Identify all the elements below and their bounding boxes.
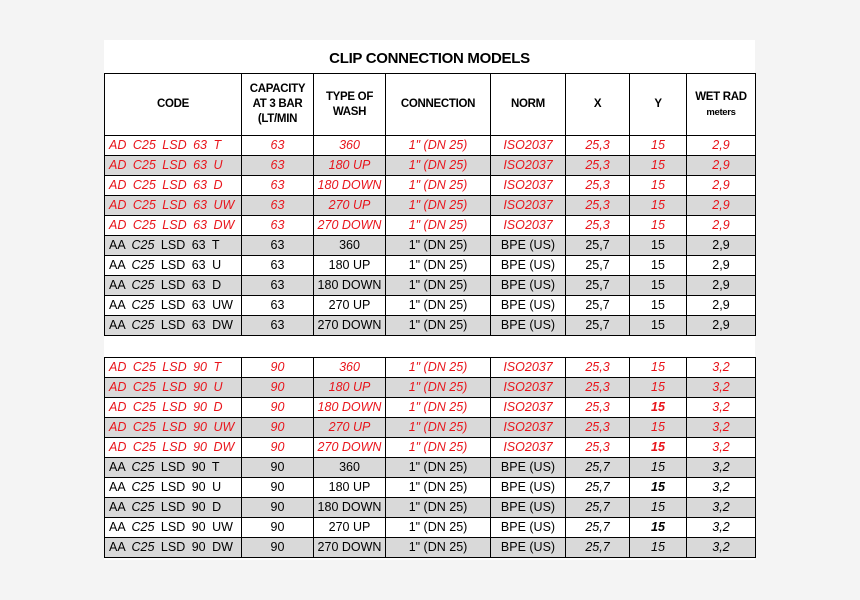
table-row	[105, 498, 756, 518]
code-part: LSD	[162, 138, 187, 152]
header-wet-rad	[687, 74, 756, 136]
code-part: LSD	[162, 158, 187, 172]
y-cell: 15	[630, 538, 687, 558]
x-cell: 25,7	[566, 296, 630, 316]
capacity-cell: 90	[242, 438, 314, 458]
wash-type-cell: 360	[314, 136, 386, 156]
header-type-of-wash: TYPE OF WASH	[314, 74, 386, 136]
x-cell: 25,3	[566, 176, 630, 196]
code-part: 63	[193, 138, 207, 152]
code-part: DW	[212, 540, 233, 554]
code-part: 90	[193, 440, 207, 454]
connection-cell: 1" (DN 25)	[386, 398, 491, 418]
code-cell	[105, 216, 242, 236]
code-part: C25	[131, 460, 155, 474]
code-part: C25	[131, 298, 155, 312]
code-part: 63	[191, 258, 206, 272]
spreadsheet-sheet	[104, 40, 755, 560]
y-cell: 15	[630, 276, 687, 296]
code-part: AA	[109, 238, 125, 252]
code-part: C25	[132, 138, 156, 152]
connection-cell: 1" (DN 25)	[386, 136, 491, 156]
code-cell	[105, 358, 242, 378]
x-cell: 25,7	[566, 498, 630, 518]
code-part: AA	[109, 278, 125, 292]
code-part: U	[212, 258, 222, 272]
wash-type-cell: 180 UP	[314, 378, 386, 398]
header-code: CODE	[105, 74, 242, 136]
table-row	[105, 358, 756, 378]
code-part: 63	[193, 178, 207, 192]
code-cell	[105, 398, 242, 418]
page-title: CLIP CONNECTION MODELS	[329, 50, 530, 67]
code-part: AD	[109, 158, 127, 172]
table-row	[105, 236, 756, 256]
table-row	[105, 458, 756, 478]
header-x: X	[566, 74, 630, 136]
code-part: 90	[193, 400, 207, 414]
connection-cell: 1" (DN 25)	[386, 358, 491, 378]
code-cell	[105, 458, 242, 478]
code-part: LSD	[160, 318, 186, 332]
norm-cell: ISO2037	[491, 438, 566, 458]
x-cell: 25,7	[566, 256, 630, 276]
norm-cell: ISO2037	[491, 136, 566, 156]
code-part: 63	[193, 158, 207, 172]
header-capacity: CAPACITY AT 3 BAR (LT/MIN	[242, 74, 314, 136]
code-part: T	[211, 238, 220, 252]
y-cell: 15	[630, 458, 687, 478]
wash-type-cell: 180 DOWN	[314, 498, 386, 518]
wet-rad-cell: 3,2	[687, 538, 756, 558]
capacity-cell: 63	[242, 156, 314, 176]
code-part: LSD	[160, 258, 186, 272]
table-row	[105, 156, 756, 176]
wet-rad-cell: 3,2	[687, 418, 756, 438]
table-row	[105, 518, 756, 538]
code-part: LSD	[160, 480, 186, 494]
code-part: AA	[109, 500, 125, 514]
code-part: C25	[131, 278, 155, 292]
wash-type-cell: 360	[314, 458, 386, 478]
norm-cell: BPE (US)	[491, 276, 566, 296]
x-cell: 25,7	[566, 458, 630, 478]
code-part: U	[213, 158, 223, 172]
x-cell: 25,7	[566, 276, 630, 296]
table-row	[105, 538, 756, 558]
connection-cell: 1" (DN 25)	[386, 458, 491, 478]
wash-type-cell: 180 DOWN	[314, 276, 386, 296]
code-part: T	[211, 460, 220, 474]
code-part: 90	[191, 480, 206, 494]
code-part: 90	[191, 500, 206, 514]
norm-cell: ISO2037	[491, 418, 566, 438]
x-cell: 25,7	[566, 316, 630, 336]
table-63-body	[105, 136, 756, 336]
capacity-cell: 90	[242, 518, 314, 538]
code-part: 63	[191, 278, 206, 292]
wet-rad-cell: 2,9	[687, 196, 756, 216]
code-part: AD	[109, 380, 127, 394]
norm-cell: ISO2037	[491, 398, 566, 418]
capacity-cell: 63	[242, 216, 314, 236]
capacity-cell: 63	[242, 316, 314, 336]
code-cell	[105, 196, 242, 216]
y-cell: 15	[630, 156, 687, 176]
wash-type-cell: 270 DOWN	[314, 316, 386, 336]
wash-type-cell: 270 UP	[314, 418, 386, 438]
code-part: U	[213, 380, 223, 394]
code-part: C25	[132, 198, 156, 212]
connection-cell: 1" (DN 25)	[386, 236, 491, 256]
y-cell: 15	[630, 316, 687, 336]
y-cell: 15	[630, 216, 687, 236]
code-part: LSD	[162, 440, 187, 454]
wet-rad-cell: 2,9	[687, 216, 756, 236]
code-cell	[105, 316, 242, 336]
norm-cell: BPE (US)	[491, 236, 566, 256]
wash-type-cell: 180 UP	[314, 256, 386, 276]
wash-type-cell: 360	[314, 358, 386, 378]
wet-rad-cell: 3,2	[687, 398, 756, 418]
wash-type-cell: 180 DOWN	[314, 176, 386, 196]
wash-type-cell: 270 UP	[314, 518, 386, 538]
x-cell: 25,3	[566, 398, 630, 418]
norm-cell: BPE (US)	[491, 316, 566, 336]
code-part: LSD	[162, 178, 187, 192]
capacity-cell: 63	[242, 256, 314, 276]
code-part: LSD	[160, 540, 186, 554]
table-row	[105, 438, 756, 458]
capacity-cell: 90	[242, 358, 314, 378]
norm-cell: ISO2037	[491, 156, 566, 176]
code-cell	[105, 538, 242, 558]
x-cell: 25,7	[566, 518, 630, 538]
y-cell: 15	[630, 236, 687, 256]
code-part: AA	[109, 258, 125, 272]
code-cell	[105, 156, 242, 176]
y-cell: 15	[630, 256, 687, 276]
y-cell: 15	[630, 358, 687, 378]
norm-cell: BPE (US)	[491, 256, 566, 276]
capacity-cell: 63	[242, 136, 314, 156]
code-part: UW	[213, 198, 235, 212]
wet-rad-cell: 3,2	[687, 358, 756, 378]
capacity-cell: 90	[242, 398, 314, 418]
norm-cell: BPE (US)	[491, 518, 566, 538]
wash-type-cell: 180 UP	[314, 478, 386, 498]
capacity-cell: 90	[242, 418, 314, 438]
wet-rad-cell: 3,2	[687, 478, 756, 498]
code-part: C25	[131, 480, 155, 494]
y-cell: 15	[630, 518, 687, 538]
code-part: C25	[132, 218, 156, 232]
norm-cell: ISO2037	[491, 176, 566, 196]
code-part: 90	[193, 420, 207, 434]
code-part: D	[212, 278, 222, 292]
code-part: AA	[109, 460, 125, 474]
table-row	[105, 196, 756, 216]
table-row	[105, 216, 756, 236]
wet-rad-cell: 3,2	[687, 458, 756, 478]
wet-rad-cell: 3,2	[687, 498, 756, 518]
code-part: C25	[131, 318, 155, 332]
code-part: 90	[191, 460, 206, 474]
connection-cell: 1" (DN 25)	[386, 256, 491, 276]
code-part: LSD	[160, 238, 186, 252]
x-cell: 25,3	[566, 196, 630, 216]
connection-cell: 1" (DN 25)	[386, 176, 491, 196]
capacity-cell: 90	[242, 498, 314, 518]
code-part: DW	[213, 440, 235, 454]
code-part: 90	[193, 380, 207, 394]
wash-type-cell: 270 UP	[314, 296, 386, 316]
code-part: LSD	[162, 420, 187, 434]
wet-rad-cell: 3,2	[687, 518, 756, 538]
code-part: C25	[132, 400, 156, 414]
table-row	[105, 276, 756, 296]
code-part: AD	[109, 178, 127, 192]
code-part: UW	[212, 520, 233, 534]
code-part: AD	[109, 198, 127, 212]
wet-rad-cell: 2,9	[687, 156, 756, 176]
header-row	[105, 74, 756, 136]
code-part: C25	[132, 178, 156, 192]
code-cell	[105, 498, 242, 518]
code-part: LSD	[162, 218, 187, 232]
x-cell: 25,7	[566, 236, 630, 256]
code-part: C25	[131, 258, 155, 272]
code-part: D	[212, 500, 222, 514]
x-cell: 25,3	[566, 358, 630, 378]
wash-type-cell: 270 DOWN	[314, 216, 386, 236]
code-part: C25	[131, 540, 155, 554]
table-row	[105, 378, 756, 398]
code-part: C25	[131, 500, 155, 514]
connection-cell: 1" (DN 25)	[386, 538, 491, 558]
x-cell: 25,3	[566, 438, 630, 458]
code-part: UW	[212, 298, 233, 312]
code-part: UW	[213, 420, 235, 434]
code-part: C25	[131, 238, 155, 252]
models-table-63	[104, 73, 756, 336]
table-row	[105, 398, 756, 418]
wet-rad-cell: 3,2	[687, 438, 756, 458]
connection-cell: 1" (DN 25)	[386, 378, 491, 398]
code-part: LSD	[160, 520, 186, 534]
code-part: T	[213, 138, 222, 152]
y-cell: 15	[630, 196, 687, 216]
code-part: AA	[109, 520, 125, 534]
wet-rad-cell: 3,2	[687, 378, 756, 398]
capacity-cell: 63	[242, 276, 314, 296]
connection-cell: 1" (DN 25)	[386, 316, 491, 336]
code-part: D	[213, 178, 223, 192]
norm-cell: BPE (US)	[491, 478, 566, 498]
table-row	[105, 256, 756, 276]
code-cell	[105, 236, 242, 256]
code-part: LSD	[162, 198, 187, 212]
code-part: C25	[132, 158, 156, 172]
wash-type-cell: 270 DOWN	[314, 438, 386, 458]
capacity-cell: 90	[242, 478, 314, 498]
y-cell: 15	[630, 136, 687, 156]
header-wet-rad-label: WET RAD	[695, 90, 747, 103]
table-row	[105, 418, 756, 438]
code-part: 63	[191, 318, 206, 332]
x-cell: 25,7	[566, 538, 630, 558]
x-cell: 25,3	[566, 216, 630, 236]
wet-rad-cell: 2,9	[687, 176, 756, 196]
table-row	[105, 136, 756, 156]
code-part: AD	[109, 440, 127, 454]
code-part: U	[212, 480, 222, 494]
header-wet-rad-unit: meters	[706, 106, 736, 118]
capacity-cell: 90	[242, 538, 314, 558]
norm-cell: BPE (US)	[491, 498, 566, 518]
wet-rad-cell: 2,9	[687, 236, 756, 256]
code-part: C25	[132, 440, 156, 454]
y-cell: 15	[630, 296, 687, 316]
code-cell	[105, 478, 242, 498]
code-part: C25	[132, 380, 156, 394]
connection-cell: 1" (DN 25)	[386, 418, 491, 438]
norm-cell: BPE (US)	[491, 296, 566, 316]
table-row	[105, 176, 756, 196]
code-part: 63	[191, 298, 206, 312]
x-cell: 25,3	[566, 136, 630, 156]
capacity-cell: 63	[242, 176, 314, 196]
code-part: DW	[213, 218, 235, 232]
code-part: LSD	[160, 278, 186, 292]
wash-type-cell: 270 UP	[314, 196, 386, 216]
header-connection: CONNECTION	[386, 74, 491, 136]
code-part: LSD	[162, 360, 187, 374]
code-cell	[105, 296, 242, 316]
norm-cell: ISO2037	[491, 196, 566, 216]
code-cell	[105, 378, 242, 398]
code-cell	[105, 518, 242, 538]
connection-cell: 1" (DN 25)	[386, 216, 491, 236]
code-part: C25	[132, 420, 156, 434]
y-cell: 15	[630, 478, 687, 498]
wet-rad-cell: 2,9	[687, 316, 756, 336]
code-part: AD	[109, 218, 127, 232]
connection-cell: 1" (DN 25)	[386, 276, 491, 296]
connection-cell: 1" (DN 25)	[386, 156, 491, 176]
connection-cell: 1" (DN 25)	[386, 196, 491, 216]
table-row	[105, 296, 756, 316]
code-part: AD	[109, 360, 127, 374]
code-part: LSD	[162, 380, 187, 394]
code-part: DW	[212, 318, 233, 332]
code-part: D	[213, 400, 223, 414]
code-part: AA	[109, 318, 125, 332]
code-part: AA	[109, 298, 125, 312]
x-cell: 25,3	[566, 378, 630, 398]
code-part: AA	[109, 480, 125, 494]
table-row	[105, 478, 756, 498]
connection-cell: 1" (DN 25)	[386, 296, 491, 316]
code-part: 63	[193, 218, 207, 232]
code-part: 90	[191, 540, 206, 554]
y-cell: 15	[630, 176, 687, 196]
connection-cell: 1" (DN 25)	[386, 438, 491, 458]
code-part: LSD	[160, 460, 186, 474]
table-90-body	[105, 358, 756, 558]
code-cell	[105, 176, 242, 196]
header-norm: NORM	[491, 74, 566, 136]
x-cell: 25,3	[566, 418, 630, 438]
capacity-cell: 63	[242, 236, 314, 256]
code-part: 90	[193, 360, 207, 374]
code-part: LSD	[160, 298, 186, 312]
code-cell	[105, 136, 242, 156]
code-part: C25	[132, 360, 156, 374]
code-part: 63	[191, 238, 206, 252]
y-cell: 15	[630, 438, 687, 458]
connection-cell: 1" (DN 25)	[386, 478, 491, 498]
capacity-cell: 63	[242, 196, 314, 216]
header-y: Y	[630, 74, 687, 136]
y-cell: 15	[630, 418, 687, 438]
code-part: 63	[193, 198, 207, 212]
wash-type-cell: 180 DOWN	[314, 398, 386, 418]
code-part: AD	[109, 138, 127, 152]
norm-cell: BPE (US)	[491, 538, 566, 558]
wet-rad-cell: 2,9	[687, 256, 756, 276]
norm-cell: BPE (US)	[491, 458, 566, 478]
capacity-cell: 90	[242, 458, 314, 478]
norm-cell: ISO2037	[491, 216, 566, 236]
y-cell: 15	[630, 498, 687, 518]
code-cell	[105, 418, 242, 438]
wash-type-cell: 180 UP	[314, 156, 386, 176]
x-cell: 25,3	[566, 156, 630, 176]
code-cell	[105, 256, 242, 276]
connection-cell: 1" (DN 25)	[386, 498, 491, 518]
y-cell: 15	[630, 378, 687, 398]
capacity-cell: 90	[242, 378, 314, 398]
capacity-cell: 63	[242, 296, 314, 316]
wash-type-cell: 270 DOWN	[314, 538, 386, 558]
code-cell	[105, 438, 242, 458]
code-part: AA	[109, 540, 125, 554]
code-part: AD	[109, 400, 127, 414]
code-part: 90	[191, 520, 206, 534]
norm-cell: ISO2037	[491, 358, 566, 378]
code-part: LSD	[162, 400, 187, 414]
table-row	[105, 316, 756, 336]
wet-rad-cell: 2,9	[687, 276, 756, 296]
code-part: C25	[131, 520, 155, 534]
wet-rad-cell: 2,9	[687, 296, 756, 316]
code-part: AD	[109, 420, 127, 434]
x-cell: 25,7	[566, 478, 630, 498]
norm-cell: ISO2037	[491, 378, 566, 398]
models-table-90	[104, 357, 756, 558]
code-part: LSD	[160, 500, 186, 514]
connection-cell: 1" (DN 25)	[386, 518, 491, 538]
code-cell	[105, 276, 242, 296]
wet-rad-cell: 2,9	[687, 136, 756, 156]
code-part: T	[213, 360, 222, 374]
y-cell: 15	[630, 398, 687, 418]
wash-type-cell: 360	[314, 236, 386, 256]
